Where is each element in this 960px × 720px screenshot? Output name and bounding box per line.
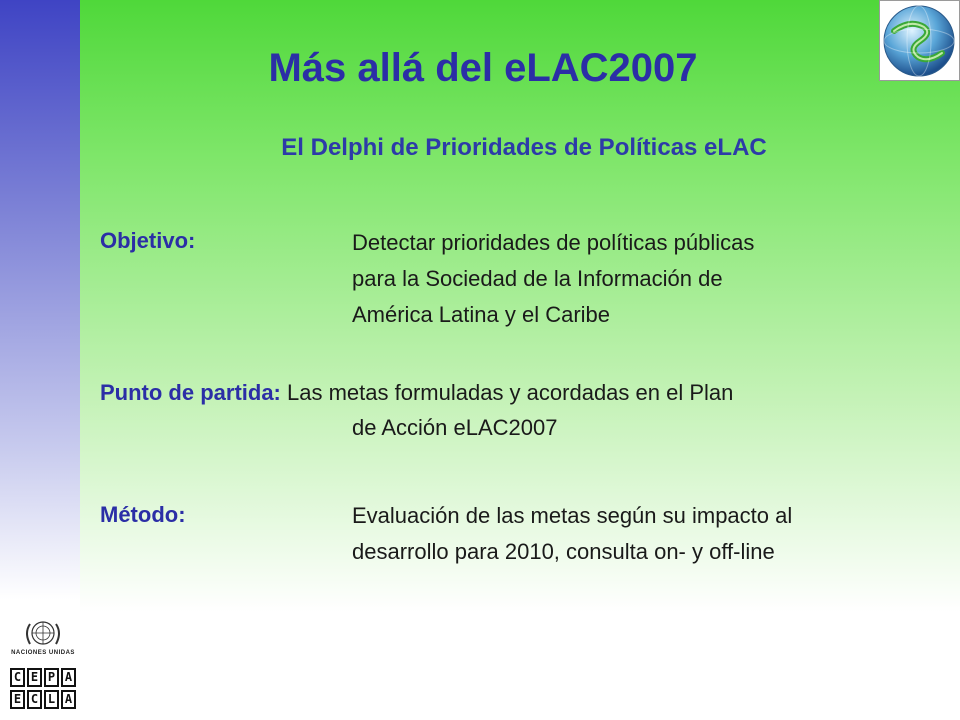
cepal-letter: E xyxy=(27,668,42,687)
cepal-row xyxy=(10,668,78,687)
eclac-letter: E xyxy=(10,690,25,709)
starting-point-line-1: Las metas formuladas y acordadas en el Plan xyxy=(287,380,734,405)
slide-title: Más allá del eLAC2007 xyxy=(268,46,698,90)
starting-point-label-text: Punto de partida: xyxy=(100,380,281,405)
cepal-letter: P xyxy=(44,668,59,687)
objective-line-2: para la Sociedad de la Información de xyxy=(352,266,723,291)
globe-icon xyxy=(880,1,959,80)
objective-text xyxy=(352,225,754,333)
method-line-1: Evaluación de las metas según su impacto al xyxy=(352,503,793,528)
eclac-letter: L xyxy=(44,690,59,709)
method-line-2: desarrollo para 2010, consulta on- y off-line xyxy=(352,539,775,564)
eclac-letter: A xyxy=(61,690,76,709)
cepal-letter: A xyxy=(61,668,76,687)
eclac-row xyxy=(10,690,78,709)
objective-label: Objetivo: xyxy=(100,228,196,253)
un-caption: NACIONES UNIDAS xyxy=(11,650,75,656)
un-emblem xyxy=(8,616,78,660)
cepal-eclac-logo xyxy=(10,668,78,712)
starting-point-line-2: de Acción eLAC2007 xyxy=(352,415,558,440)
elac-globe-logo xyxy=(879,0,960,81)
cepal-letter: C xyxy=(10,668,25,687)
un-laurel-icon xyxy=(8,616,78,650)
slide-subtitle: El Delphi de Prioridades de Políticas eLAC xyxy=(281,134,767,161)
objective-line-1: Detectar prioridades de políticas públicas xyxy=(352,230,755,255)
method-text xyxy=(352,498,792,570)
objective-line-3: América Latina y el Caribe xyxy=(352,302,611,327)
slide-background xyxy=(80,0,960,720)
eclac-letter: C xyxy=(27,690,42,709)
starting-point-label xyxy=(100,380,733,406)
method-label: Método: xyxy=(100,502,186,527)
